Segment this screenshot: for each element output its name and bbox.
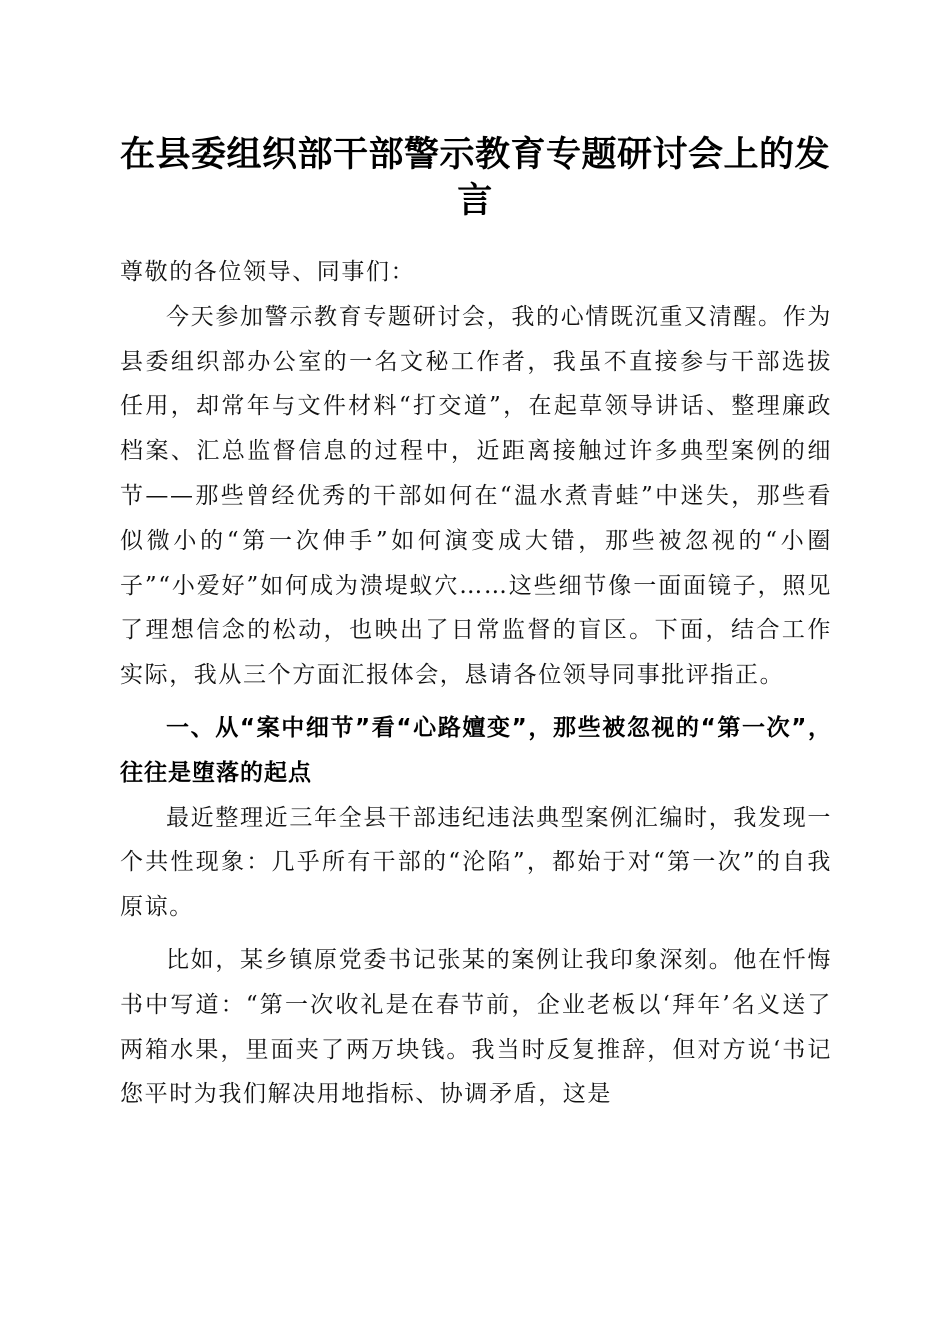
document-body [120,250,832,1117]
salutation: 尊敬的各位领导、同事们： [120,259,416,285]
paragraph-gap [120,930,832,938]
document-title: 在县委组织部干部警示教育专题研讨会上的发言 [119,134,830,221]
intro-paragraph: 今天参加警示教育专题研讨会，我的心情既沉重又清醒。作为县委组织部办公室的一名文秘工作者，我虽不直接参与干部选拔任用，却常年与文件材料“打交道”，在起草领导讲话、整理廉政档案、汇总监督信息的过程中，近距离接触过许多典型案例的细节——那些曾经优秀的干部如何在“温水煮青蛙”中迷失，那些看似微小的“第一次伸手”如何演变成大错，那些被忽视的“小圈子”“小爱好”如何成为溃堤蚁穴……这些细节像一面面镜子，照见了理想信念的松动，也映出了日常监督的盲区。下面，结合工作实际，我从三个方面汇报体会，恳请各位领导同事批评指正。 [120,303,832,689]
section-paragraph: 最近整理近三年全县干部违纪违法典型案例汇编时，我发现一个共性现象：几乎所有干部的“沦陷”，都始于对“第一次”的自我原谅。 [120,804,832,921]
section-paragraph: 比如，某乡镇原党委书记张某的案例让我印象深刻。他在忏悔书中写道：“第一次收礼是在春节前，企业老板以‘拜年’名义送了两箱水果，里面夹了两万块钱。我当时反复推辞，但对方说‘书记您平时为我们解决用地指标、协调矛盾，这是 [120,946,832,1108]
paragraph-gap [120,698,832,706]
section-heading: 一、从“案中细节”看“心路嬗变”，那些被忽视的“第一次”，往往是堕落的起点 [120,714,832,786]
